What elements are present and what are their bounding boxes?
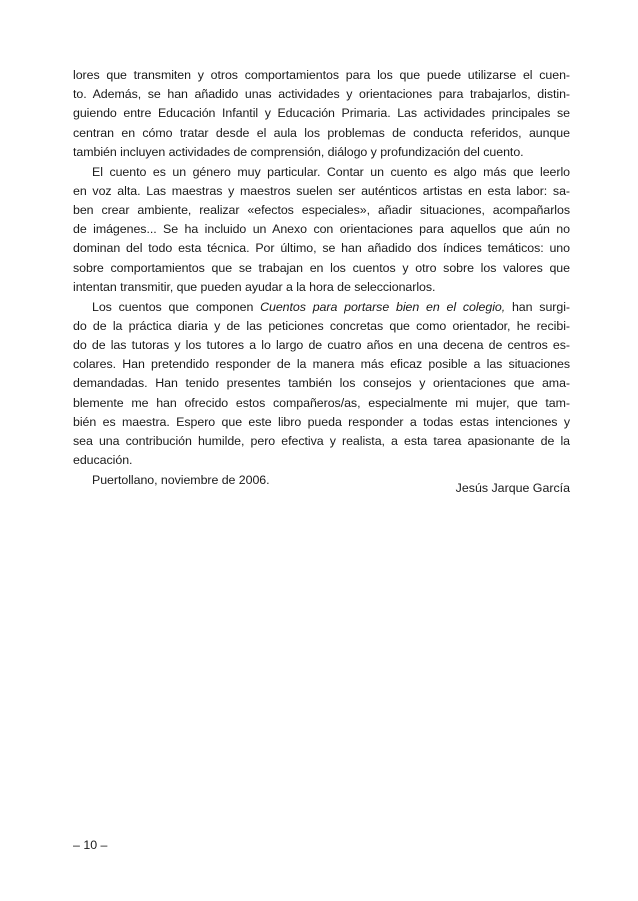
text-line: dominan del todo esta técnica. Por último, se han añadido dos índices temáticos: uno — [73, 241, 570, 256]
paragraph-2 — [73, 163, 570, 297]
text-line: do de las tutoras y los tutores a lo largo de cuatro años en una decena de centros es- — [73, 338, 570, 352]
dateline-text: Puertollano, noviembre de 2006. — [92, 473, 270, 487]
text-line: demandadas. Han tenido presentes también los consejos y orientaciones que ama- — [73, 376, 570, 391]
text-line: sea una contribución humilde, pero efectiva y realista, a esta tarea apasionante de la — [73, 433, 570, 448]
text-line: intentan transmitir, que pueden ayudar a la hora de seleccionarlos. — [73, 279, 436, 294]
text-line: de imágenes... Se ha incluido un Anexo con orientaciones para aquellos que aún no — [73, 222, 570, 237]
text-line: guiendo entre Educación Infantil y Educación Primaria. Las actividades principales se — [73, 106, 570, 121]
text-line — [73, 298, 570, 317]
text-line: ben crear ambiente, realizar «efectos especiales», añadir situaciones, acompañarlos — [73, 203, 570, 217]
text-line: to. Además, se han añadido unas actividades y orientaciones para trabajarlos, distin- — [73, 87, 570, 102]
text-line: educación. — [73, 453, 133, 468]
body-text — [73, 66, 570, 491]
paragraph-1 — [73, 66, 570, 162]
book-title: Cuentos para portarse bien en el colegio, — [260, 299, 506, 314]
text-line: colares. Han pretendido responder de la manera más eficaz posible a las situaciones — [73, 357, 570, 372]
text-run: Los cuentos que componen — [92, 299, 261, 314]
text-line: también incluyen actividades de comprensión, diálogo y profundización del cuento. — [73, 144, 524, 159]
text-line: bién es maestra. Espero que este libro pueda responder a todas estas intenciones y — [73, 414, 570, 429]
text-line: lores que transmiten y otros comportamientos para los que puede utilizarse el cuen- — [73, 68, 570, 82]
text-line: sobre comportamientos que se trabajan en los cuentos y otro sobre los valores que — [73, 260, 570, 275]
author-signature: Jesús Jarque García — [455, 481, 570, 495]
text-line: El cuento es un género muy particular. Contar un cuento es algo más que leerlo — [92, 164, 570, 179]
text-line: centran en cómo tratar desde el aula los problemas de conducta referidos, aunque — [73, 125, 570, 140]
page-number: – 10 – — [73, 838, 108, 852]
text-run: han surgi- — [505, 299, 570, 314]
text-line: do de la práctica diaria y de las peticiones concretas que como orientador, he recibi- — [73, 318, 570, 333]
text-line: en voz alta. Las maestras y maestros suelen ser auténticos artistas en esta labor: sa- — [73, 183, 570, 198]
text-line: blemente me han ofrecido estos compañeros/as, especialmente mi mujer, que tam- — [73, 395, 570, 410]
paragraph-3 — [73, 298, 570, 471]
